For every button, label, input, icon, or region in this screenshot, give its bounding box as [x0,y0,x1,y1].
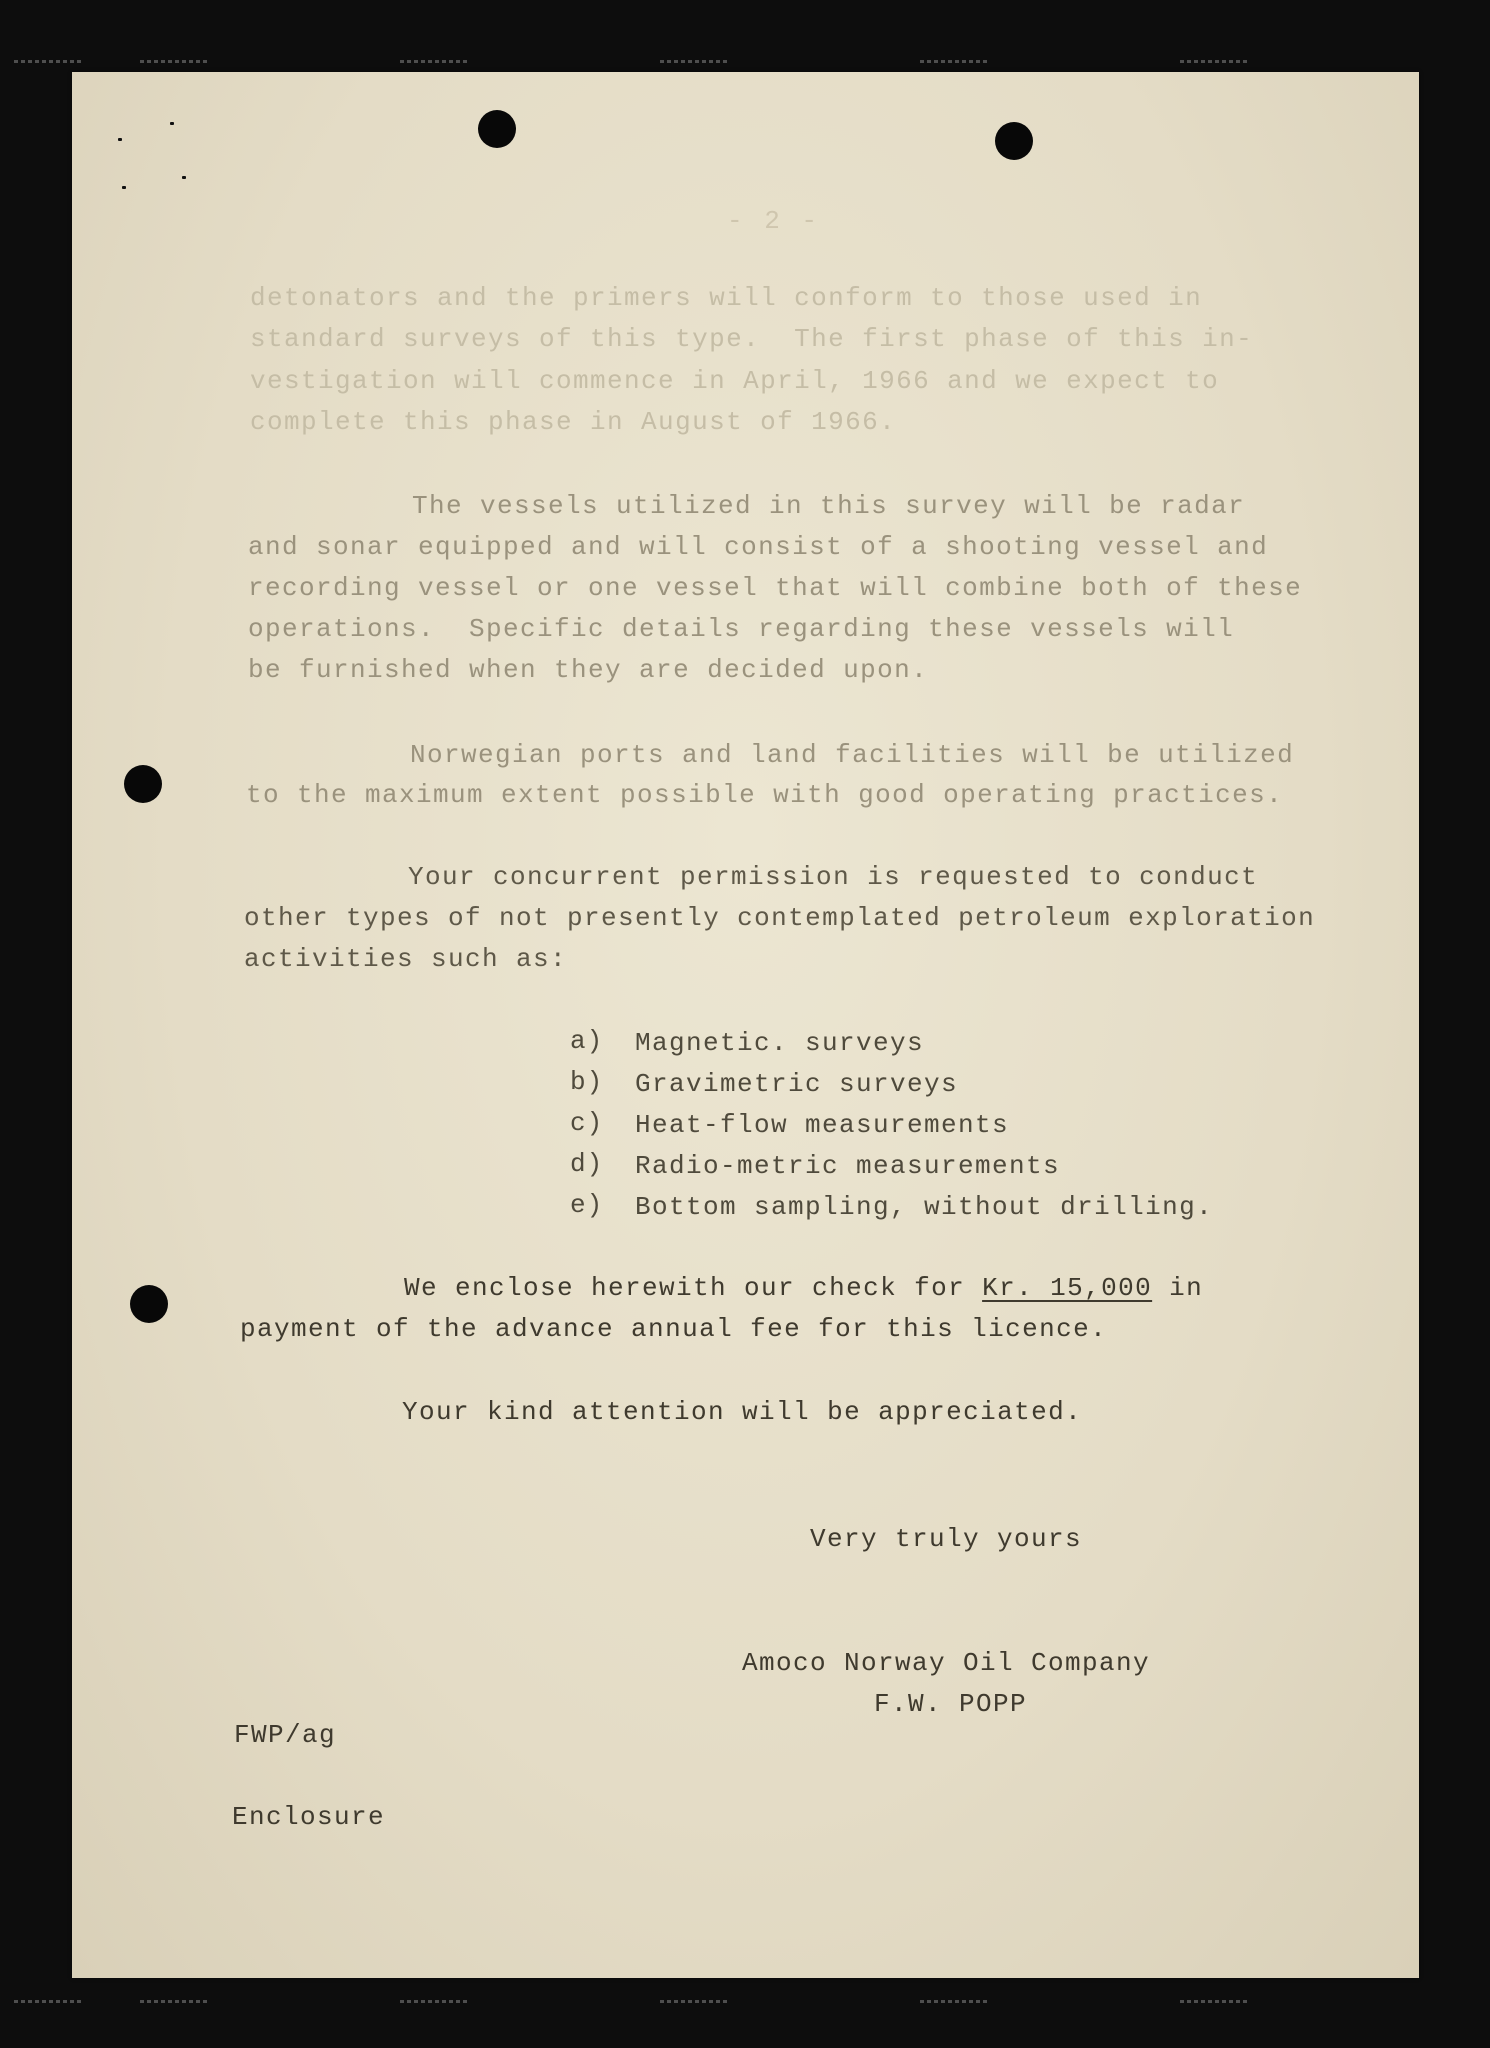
document-page [72,72,1419,1978]
paragraph1-line: complete this phase in August of 1966. [250,407,897,437]
paragraph5-line: payment of the advance annual fee for this licence. [240,1314,1108,1344]
paragraph1-line: vestigation will commence in April, 1966 and we expect to [250,366,1220,396]
paragraph1-line: standard surveys of this type. The first phase of this in- [250,324,1254,354]
fee-amount: Kr. 15,000 [982,1273,1153,1303]
activity-text: Magnetic. surveys [635,1028,925,1058]
edge-mark [400,2000,470,2003]
activity-letter: d) [570,1149,604,1179]
paragraph5-line [404,1273,1203,1303]
company-name: Amoco Norway Oil Company [742,1648,1151,1678]
paragraph4-line: Your concurrent permission is requested to conduct [408,862,1259,892]
edge-mark [140,60,210,63]
paragraph3-line: to the maximum extent possible with good operating practices. [246,780,1284,810]
dust-speck [170,122,174,125]
edge-mark [920,60,990,63]
activity-letter: a) [570,1026,604,1056]
punch-hole [995,122,1033,160]
edge-mark [140,2000,210,2003]
page-number: - 2 - [727,206,821,236]
paragraph2-line: be furnished when they are decided upon. [248,655,929,685]
paragraph1-line: detonators and the primers will conform to those used in [250,283,1203,313]
paragraph2-line: and sonar equipped and will consist of a shooting vessel and [248,532,1269,562]
edge-mark [1180,2000,1250,2003]
dust-speck [182,176,186,179]
punch-hole [478,110,516,148]
edge-mark [660,2000,730,2003]
edge-mark [920,2000,990,2003]
activity-text: Gravimetric surveys [635,1069,959,1099]
activity-letter: b) [570,1067,604,1097]
activity-letter: c) [570,1108,604,1138]
activity-text: Bottom sampling, without drilling. [635,1192,1214,1222]
paragraph2-line: operations. Specific details regarding these vessels will [248,614,1235,644]
paragraph6-line: Your kind attention will be appreciated. [402,1397,1083,1427]
edge-mark [660,60,730,63]
punch-hole [130,1285,168,1323]
dust-speck [122,186,126,189]
paragraph4-line: activities such as: [244,944,568,974]
signatory: F.W. POPP [874,1689,1028,1719]
paragraph2-line: recording vessel or one vessel that will combine both of these [248,573,1303,603]
closing: Very truly yours [810,1524,1083,1554]
paragraph5-text: We enclose herewith our check for [404,1273,983,1303]
edge-mark [1180,60,1250,63]
activity-letter: e) [570,1190,604,1220]
paragraph4-line: other types of not presently contemplated petroleum exploration [244,903,1316,933]
activity-text: Radio-metric measurements [635,1151,1061,1181]
activity-text: Heat-flow measurements [635,1110,1010,1140]
paragraph2-line: The vessels utilized in this survey will be radar [412,491,1246,521]
edge-mark [14,2000,84,2003]
dust-speck [118,138,122,141]
reference-initials: FWP/ag [234,1720,337,1750]
paragraph5-text: in [1152,1273,1204,1303]
enclosure-note: Enclosure [232,1802,386,1832]
edge-mark [14,60,84,63]
paragraph3-line: Norwegian ports and land facilities will be utilized [410,740,1295,770]
punch-hole [124,765,162,803]
edge-mark [400,60,470,63]
